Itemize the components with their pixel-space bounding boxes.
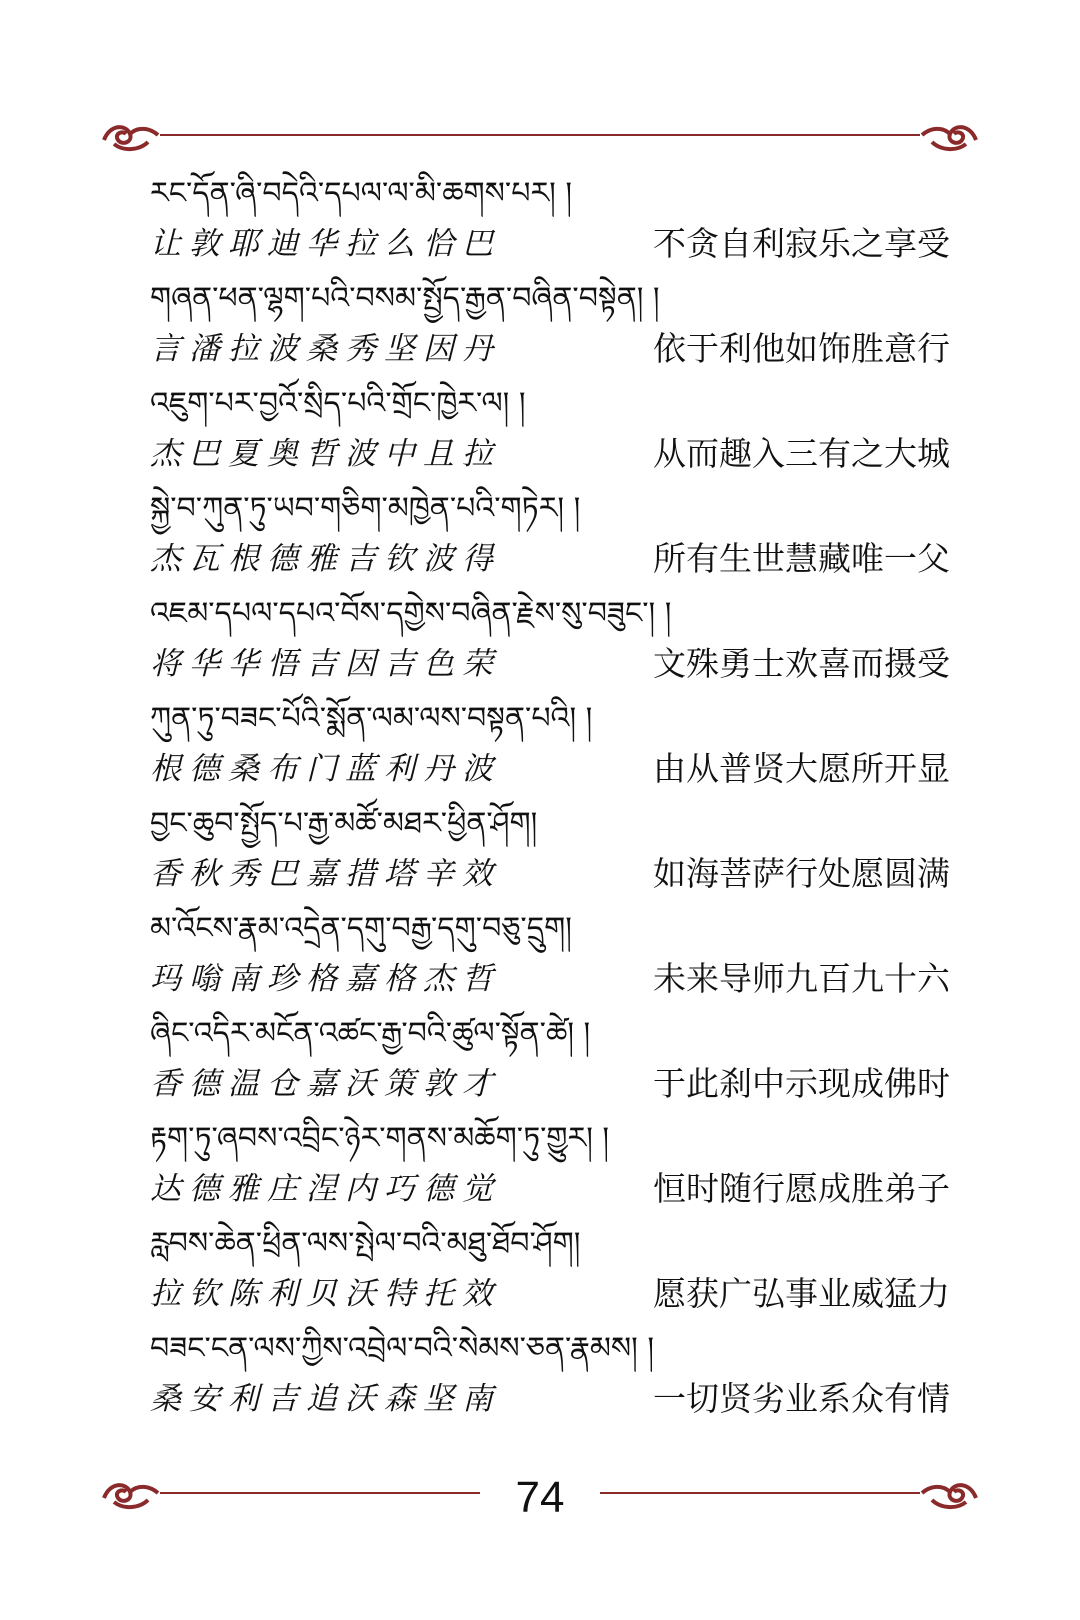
translation-line: 未来导师九百九十六 (653, 959, 950, 998)
verse (150, 693, 950, 798)
translation-line: 恒时随行愿成胜弟子 (653, 1169, 950, 1208)
phonetic-line: 杰瓦根德雅吉钦波得 (150, 541, 501, 577)
verse-list (150, 168, 950, 1428)
verse (150, 1113, 950, 1218)
phonetic-line: 玛嗡南珍格嘉格杰哲 (150, 961, 501, 997)
scroll-ornament-left-icon (104, 1485, 158, 1507)
phonetic-line: 言潘拉波桑秀坚因丹 (150, 331, 501, 367)
tibetan-line: བཟང་ངན་ལས་ཀྱིས་འབྲེལ་བའི་སེམས་ཅན་རྣམས། ། (150, 1331, 654, 1366)
tibetan-line: ཞིང་འདིར་མངོན་འཚང་རྒྱ་བའི་ཚུལ་སྟོན་ཚེ། ། (150, 1016, 591, 1051)
phonetic-line: 香秋秀巴嘉措塔辛效 (150, 856, 501, 892)
tibetan-line: རང་དོན་ཞི་བདེའི་དཔལ་ལ་མི་ཆགས་པར། ། (150, 176, 573, 211)
scroll-ornament-left-icon (104, 127, 158, 149)
tibetan-line: རྟག་ཏུ་ཞབས་འབྲིང་ཉེར་གནས་མཆོག་ཏུ་གྱུར། ། (150, 1121, 610, 1156)
tibetan-line: སྐྱེ་བ་ཀུན་ཏུ་ཡབ་གཅིག་མཁྱེན་པའི་གཏེར། ། (150, 491, 581, 526)
phonetic-line: 桑安利吉追沃森坚南 (150, 1381, 501, 1417)
translation-line: 从而趣入三有之大城 (653, 434, 950, 473)
translation-line: 依于利他如饰胜意行 (653, 329, 950, 368)
scroll-ornament-right-icon (922, 127, 976, 149)
verse (150, 903, 950, 1008)
verse (150, 273, 950, 378)
verse (150, 1323, 950, 1428)
translation-line: 愿获广弘事业威猛力 (653, 1274, 950, 1313)
tibetan-line: འཇུག་པར་བྱའོ་སྲིད་པའི་གྲོང་ཁྱེར་ལ། ། (150, 386, 526, 421)
phonetic-line: 达德雅庄涅内巧德觉 (150, 1171, 501, 1207)
verse (150, 168, 950, 273)
translation-line: 由从普贤大愿所开显 (653, 749, 950, 788)
tibetan-line: འཇམ་དཔལ་དཔའ་བོས་དགྱེས་བཞིན་རྗེས་སུ་བཟུང་། ། (150, 596, 672, 631)
translation-line: 所有生世慧藏唯一父 (653, 539, 950, 578)
translation-line: 于此刹中示现成佛时 (653, 1064, 950, 1103)
top-ornamental-rule (100, 120, 980, 160)
page-number: 74 (480, 1470, 600, 1526)
verse (150, 1218, 950, 1323)
translation-line: 如海菩萨行处愿圆满 (653, 854, 950, 893)
phonetic-line: 将华华悟吉因吉色荣 (150, 646, 501, 682)
scroll-ornament-right-icon (922, 1485, 976, 1507)
verse (150, 588, 950, 693)
verse (150, 798, 950, 903)
translation-line: 文殊勇士欢喜而摄受 (653, 644, 950, 683)
translation-line: 一切贤劣业系众有情 (653, 1379, 950, 1418)
tibetan-line: ཀུན་ཏུ་བཟང་པོའི་སྨོན་ལམ་ལས་བསྟན་པའི། ། (150, 701, 593, 736)
phonetic-line: 香德温仓嘉沃策敦才 (150, 1066, 501, 1102)
phonetic-line: 杰巴夏奥哲波中且拉 (150, 436, 501, 472)
tibetan-line: གཞན་ཕན་ལྷག་པའི་བསམ་སྤྱོད་རྒྱན་བཞིན་བསྟེན། ། (150, 281, 660, 316)
phonetic-line: 拉钦陈利贝沃特托效 (150, 1276, 501, 1312)
tibetan-line: བྱང་ཆུབ་སྤྱོད་པ་རྒྱ་མཚོ་མཐར་ཕྱིན་ཤོག། (150, 806, 538, 841)
verse (150, 1008, 950, 1113)
translation-line: 不贪自利寂乐之享受 (653, 224, 950, 263)
tibetan-line: མ་འོངས་རྣམ་འདྲེན་དགུ་བརྒྱ་དགུ་བཅུ་དྲུག། (150, 911, 572, 946)
phonetic-line: 让敦耶迪华拉么恰巴 (150, 226, 501, 262)
verse (150, 483, 950, 588)
verse (150, 378, 950, 483)
phonetic-line: 根德桑布门蓝利丹波 (150, 751, 501, 787)
tibetan-line: རླབས་ཆེན་ཕྲིན་ལས་སྤེལ་བའི་མཐུ་ཐོབ་ཤོག། (150, 1226, 581, 1261)
